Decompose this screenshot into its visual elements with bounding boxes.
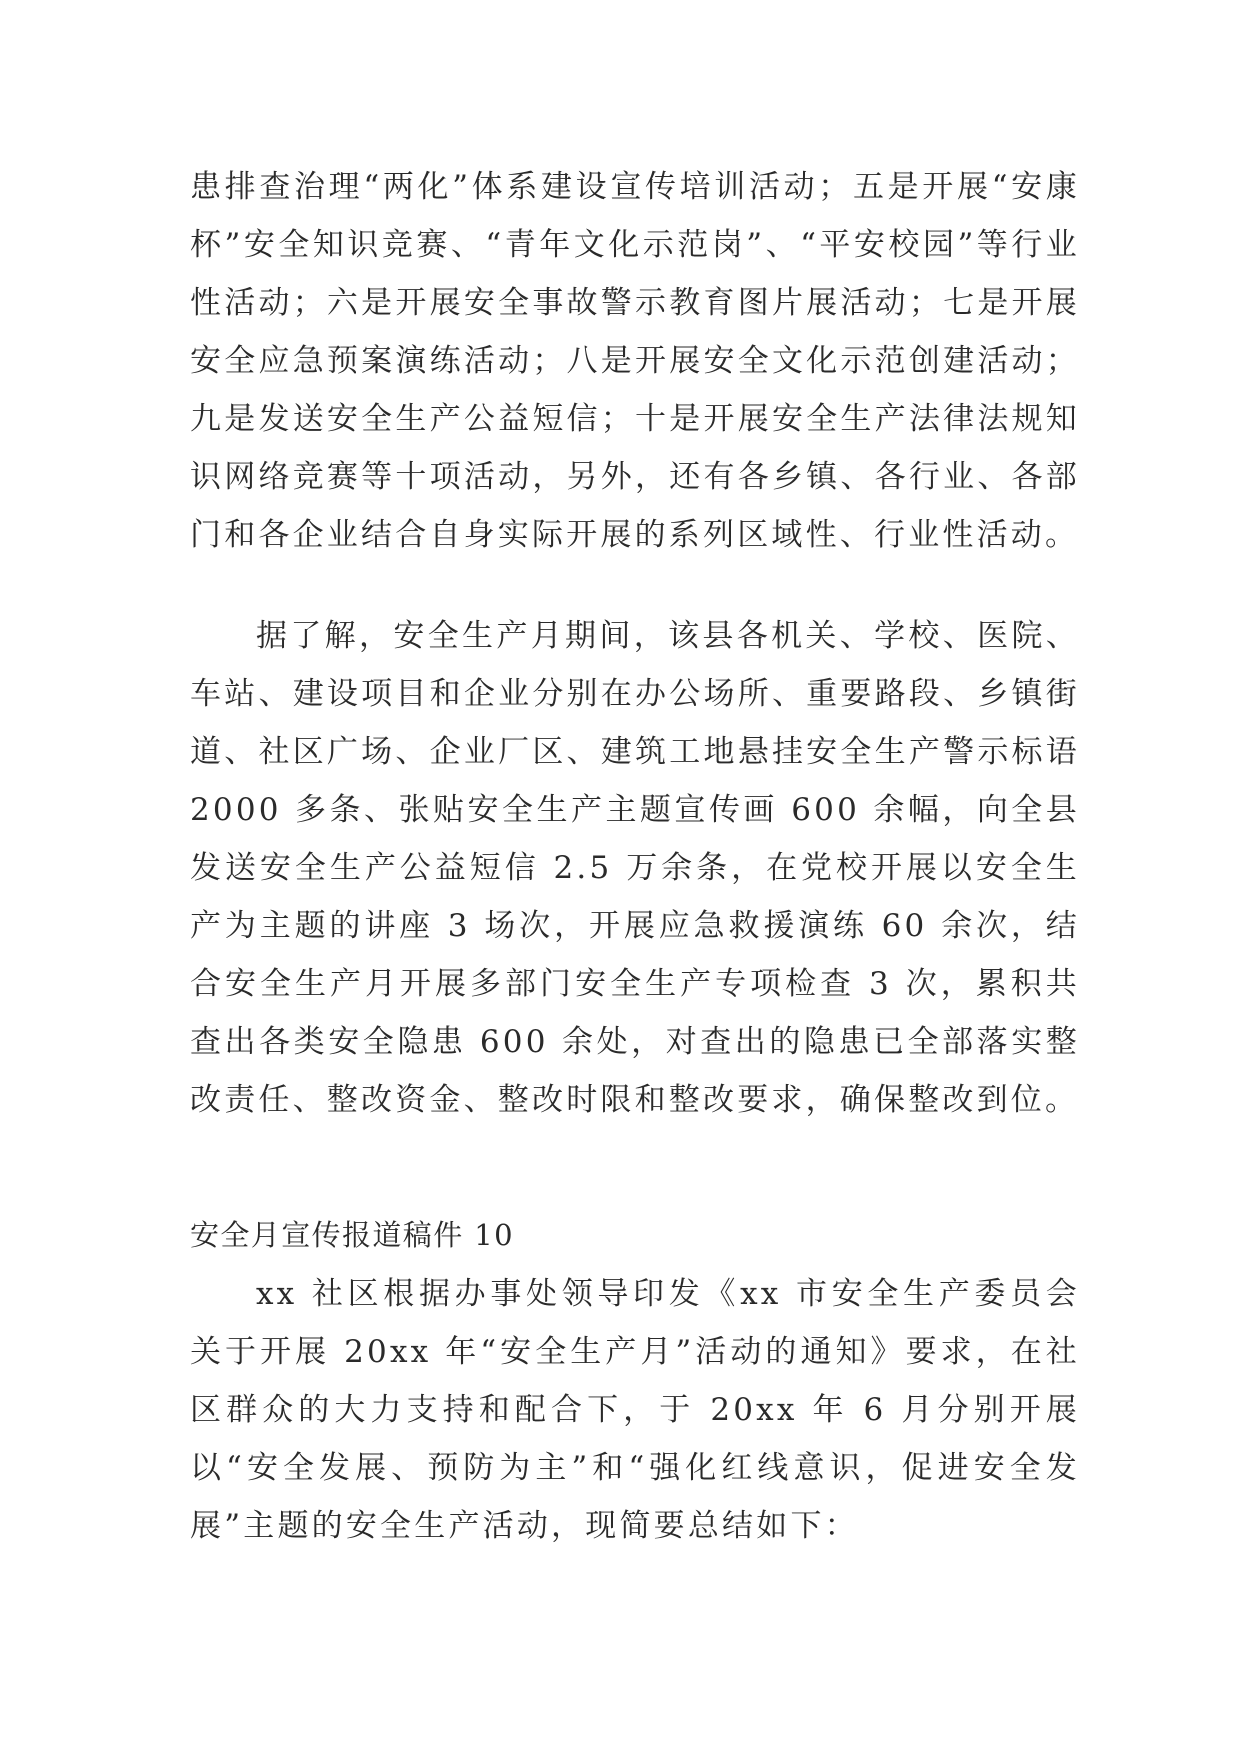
text-block-statistics [190,607,1080,1129]
paragraph-statistics: 据了解，安全生产月期间，该县各机关、学校、医院、车站、建设项目和企业分别在办公场所、重要路段、乡镇街道、社区广场、企业厂区、建筑工地悬挂安全生产警示标语2000 多条、张贴安全生产主题宣传画 600 余幅，向全县发送安全生产公益短信 2.5 万余条，在党校开展以安全生产为主题的讲座 3 场次，开展应急救援演练 60 余次，结合安全生产月开展多部门安全生产专项检查 3 次，累积共查出各类安全隐患 600 余处，对查出的隐患已全部落实整改责任、整改资金、整改时限和整改要求，确保整改到位。 [190,618,1080,1118]
paragraph-activities: 患排查治理“两化”体系建设宣传培训活动；五是开展“安康杯”安全知识竞赛、“青年文化示范岗”、“平安校园”等行业性活动；六是开展安全事故警示教育图片展活动；七是开展安全应急预案演练活动；八是开展安全文化示范创建活动；九是发送安全生产公益短信；十是开展安全生产法律法规知识网络竞赛等十项活动，另外，还有各乡镇、各行业、各部门和各企业结合自身实际开展的系列区域性、行业性活动。 [190,169,1080,553]
section-heading: 安全月宣传报道稿件 10 [190,1218,514,1252]
text-block-community [190,1265,1080,1555]
text-block-activities [190,158,1080,564]
paragraph-community: xx 社区根据办事处领导印发《xx 市安全生产委员会关于开展 20xx 年“安全生产月”活动的通知》要求，在社区群众的大力支持和配合下，于 20xx 年 6 月分别开展以“安全发展、预防为主”和“强化红线意识，促进安全发展”主题的安全生产活动，现简要总结如下： [190,1276,1080,1544]
